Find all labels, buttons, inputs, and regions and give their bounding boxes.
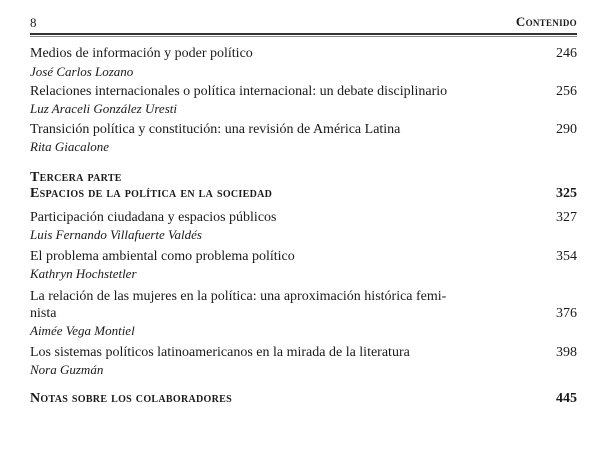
entry-page: 246 <box>556 46 577 61</box>
entry-page: 354 <box>556 249 577 264</box>
part-title: Espacios de la política en la sociedad <box>30 186 273 201</box>
entry-title: Transición política y constitución: una revisión de América Latina <box>30 122 401 137</box>
entry-author: Aimée Vega Montiel <box>30 323 135 338</box>
entry-author: José Carlos Lozano <box>30 64 134 79</box>
header-rule-thin <box>30 36 577 37</box>
entry-author: Kathryn Hochstetler <box>30 266 137 281</box>
entry-page: 256 <box>556 84 577 99</box>
entry-author: Luz Araceli González Uresti <box>30 101 177 116</box>
entry-page: 327 <box>556 210 577 225</box>
entry-page: 398 <box>556 345 577 360</box>
part-label: Tercera parte <box>30 170 122 185</box>
entry-title-line1: La relación de las mujeres en la política: una aproximación histórica femi- <box>30 289 447 304</box>
entry-title: Medios de información y poder político <box>30 46 253 61</box>
notes-title: Notas sobre los colaboradores <box>30 391 232 406</box>
entry-title: El problema ambiental como problema político <box>30 249 295 264</box>
entry-author: Nora Guzmán <box>30 362 104 377</box>
entry-title: Relaciones internacionales o política internacional: un debate disciplinario <box>30 84 448 99</box>
page-number: 8 <box>30 15 37 30</box>
entry-page: 290 <box>556 122 577 137</box>
running-title: Contenido <box>515 14 577 29</box>
entry-author: Rita Giacalone <box>30 139 110 154</box>
part-page: 325 <box>556 186 577 201</box>
header-rule <box>30 33 577 35</box>
notes-page: 445 <box>556 391 577 406</box>
entry-title-line2: nista <box>30 306 57 321</box>
entry-title: Los sistemas políticos latinoamericanos en la mirada de la literatura <box>30 345 410 360</box>
entry-title: Participación ciudadana y espacios públicos <box>30 210 277 225</box>
entry-author: Luis Fernando Villafuerte Valdés <box>30 227 202 242</box>
entry-page: 376 <box>556 306 577 321</box>
